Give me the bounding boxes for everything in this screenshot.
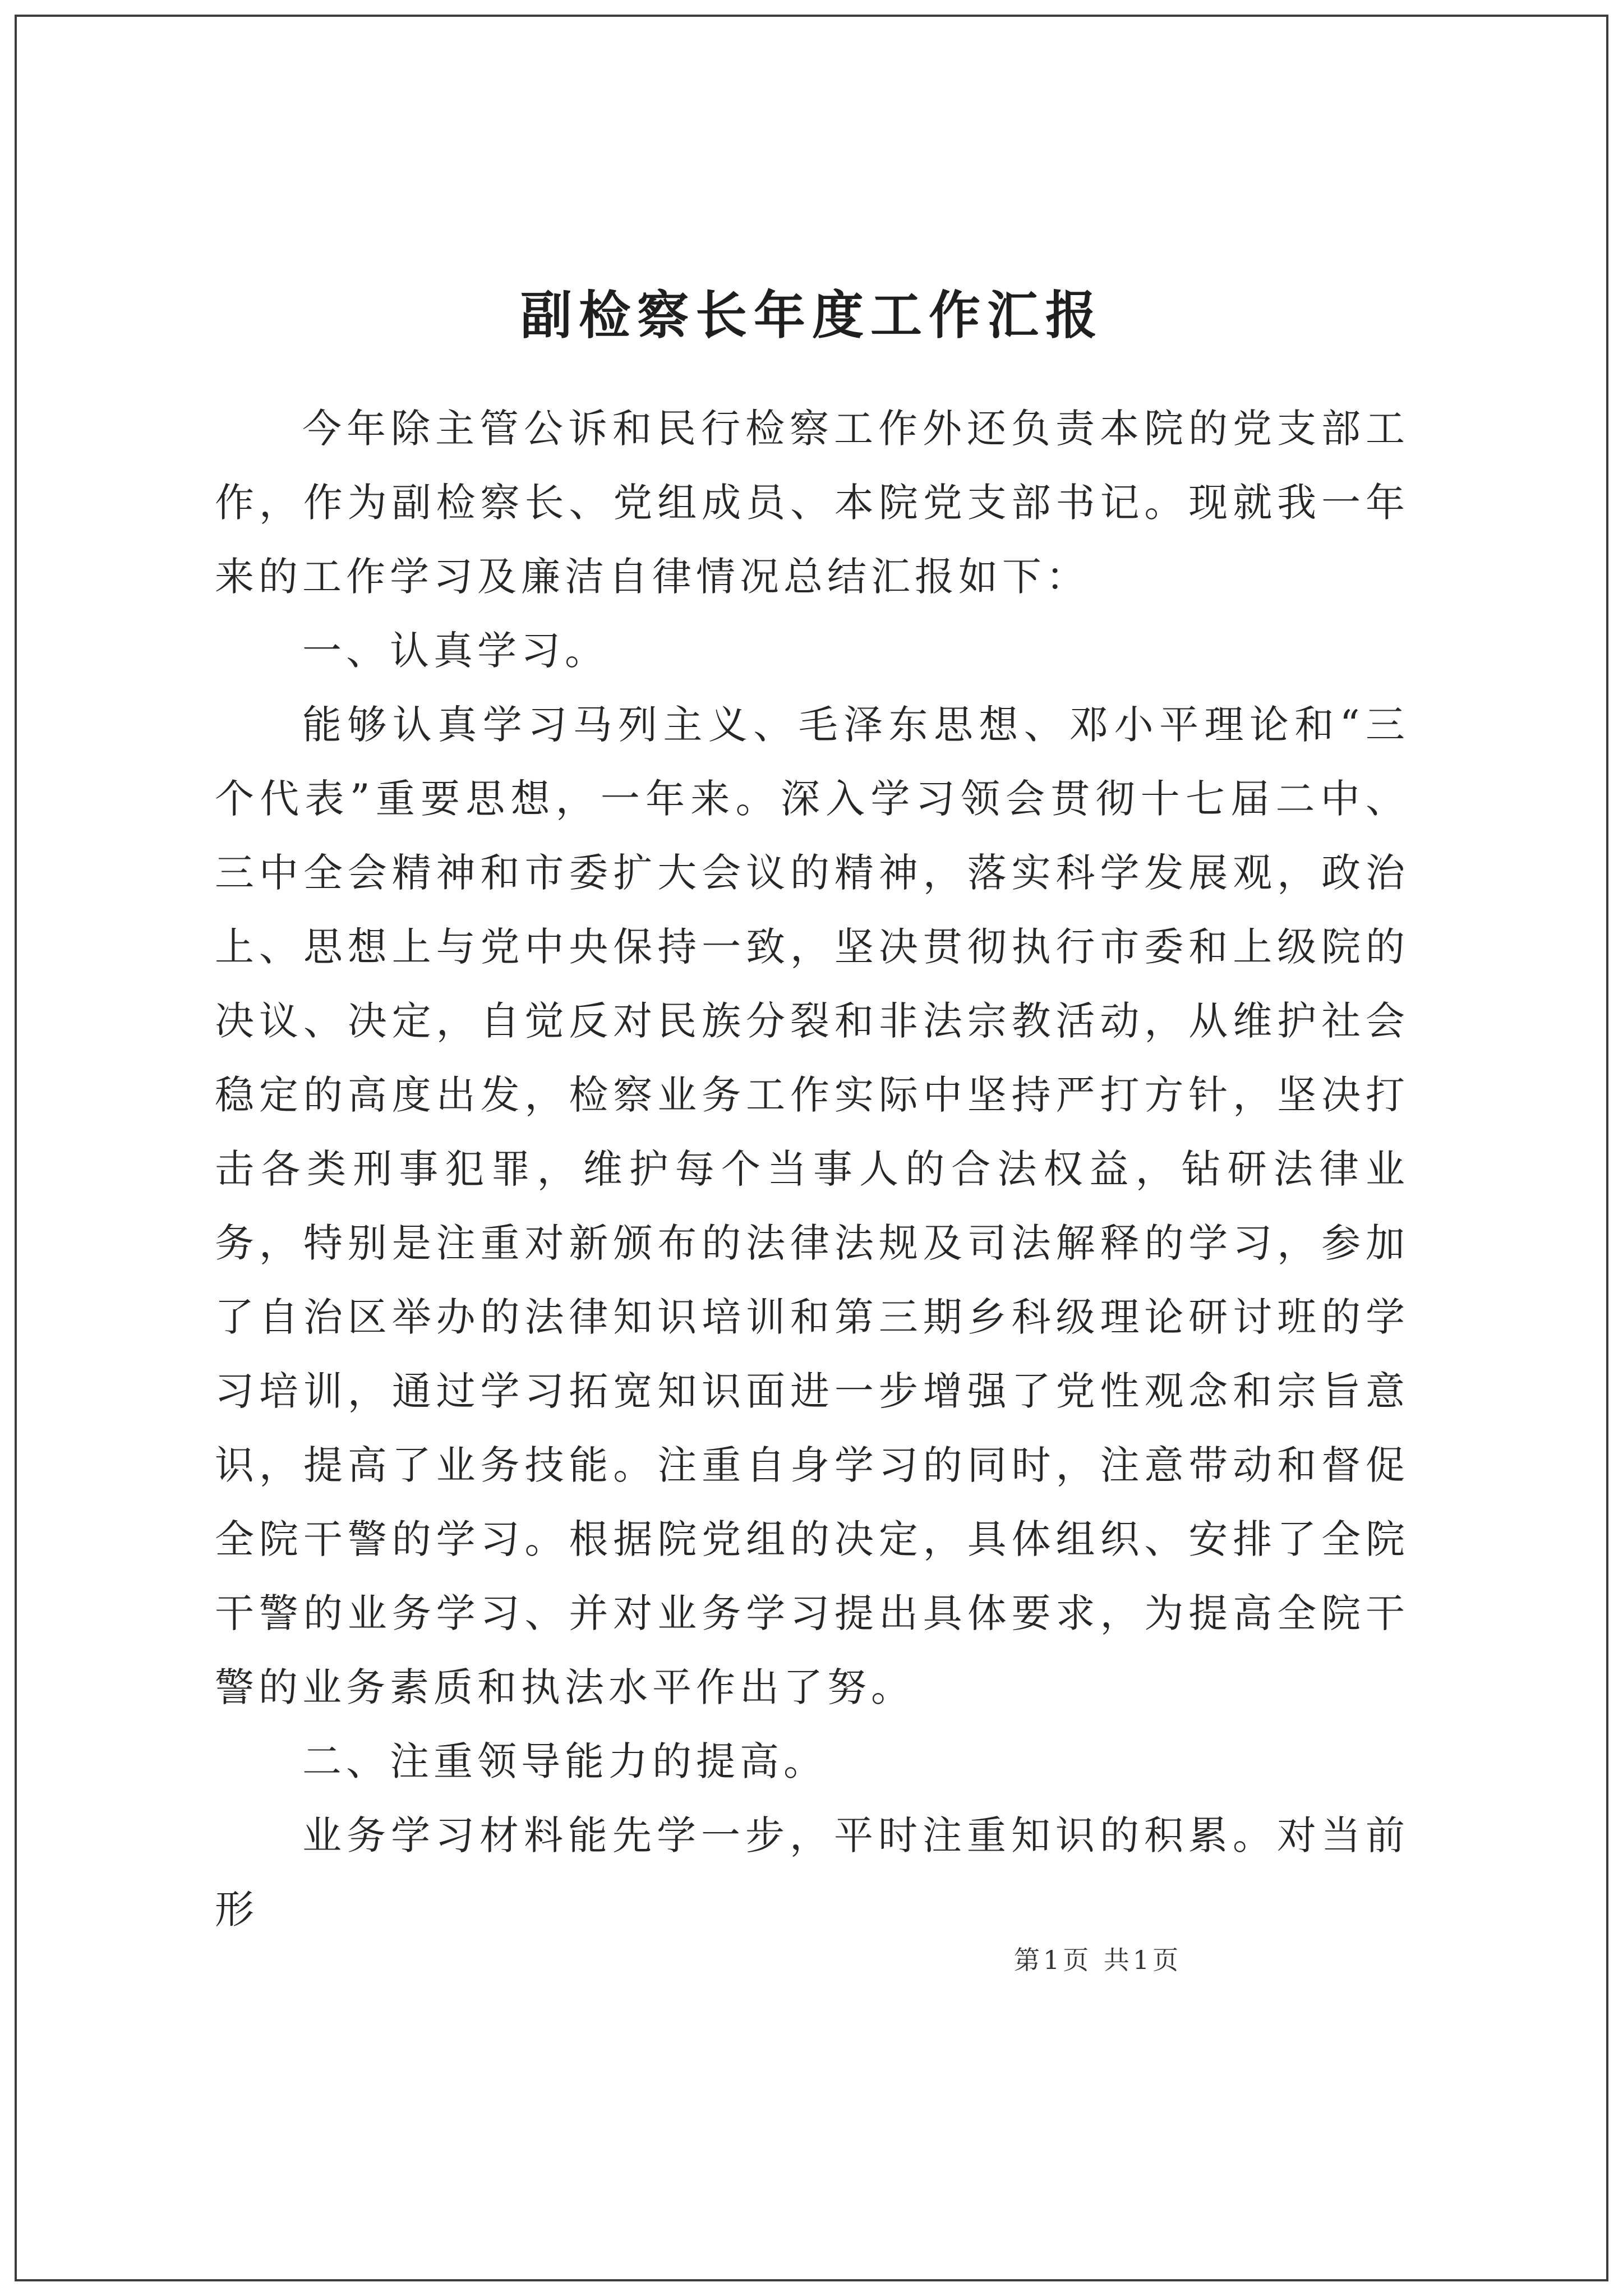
section-heading-2: 二、注重领导能力的提高。 xyxy=(302,1738,827,1784)
document-title: 副检察长年度工作汇报 xyxy=(520,285,1104,346)
paragraph-section-2-body: 业务学习材料能先学一步，平时注重知识的积累。对当前形 xyxy=(215,1812,1409,1932)
document-content xyxy=(215,283,1409,1947)
paragraph-intro: 今年除主管公诉和民行检察工作外还负责本院的党支部工作，作为副检察长、党组成员、本院党支部书记。现就我一年来的工作学习及廉洁自律情况总结汇报如下： xyxy=(215,406,1409,600)
page-number-footer: 第1页 共1页 xyxy=(1014,1945,1182,1975)
section-heading-1: 一、认真学习。 xyxy=(302,628,608,674)
paragraph-section-1-body: 能够认真学习马列主义、毛泽东思想、邓小平理论和“三个代表”重要思想，一年来。深入学习领会贯彻十七届二中、三中全会精神和市委扩大会议的精神，落实科学发展观，政治上、思想上与党中央保持一致，坚决贯彻执行市委和上级院的决议、决定，自觉反对民族分裂和非法宗教活动，从维护社会稳定的高度出发，检察业务工作实际中坚持严打方针，坚决打击各类刑事犯罪，维护每个当事人的合法权益，钻研法律业务，特别是注重对新颁布的法律法规及司法解释的学习，参加了自治区举办的法律知识培训和第三期乡科级理论研讨班的学习培训，通过学习拓宽知识面进一步增强了党性观念和宗旨意识，提高了业务技能。注重自身学习的同时，注意带动和督促全院干警的学习。根据院党组的决定，具体组织、安排了全院干警的业务学习、并对业务学习提出具体要求，为提高全院干警的业务素质和执法水平作出了努。 xyxy=(215,702,1409,1710)
